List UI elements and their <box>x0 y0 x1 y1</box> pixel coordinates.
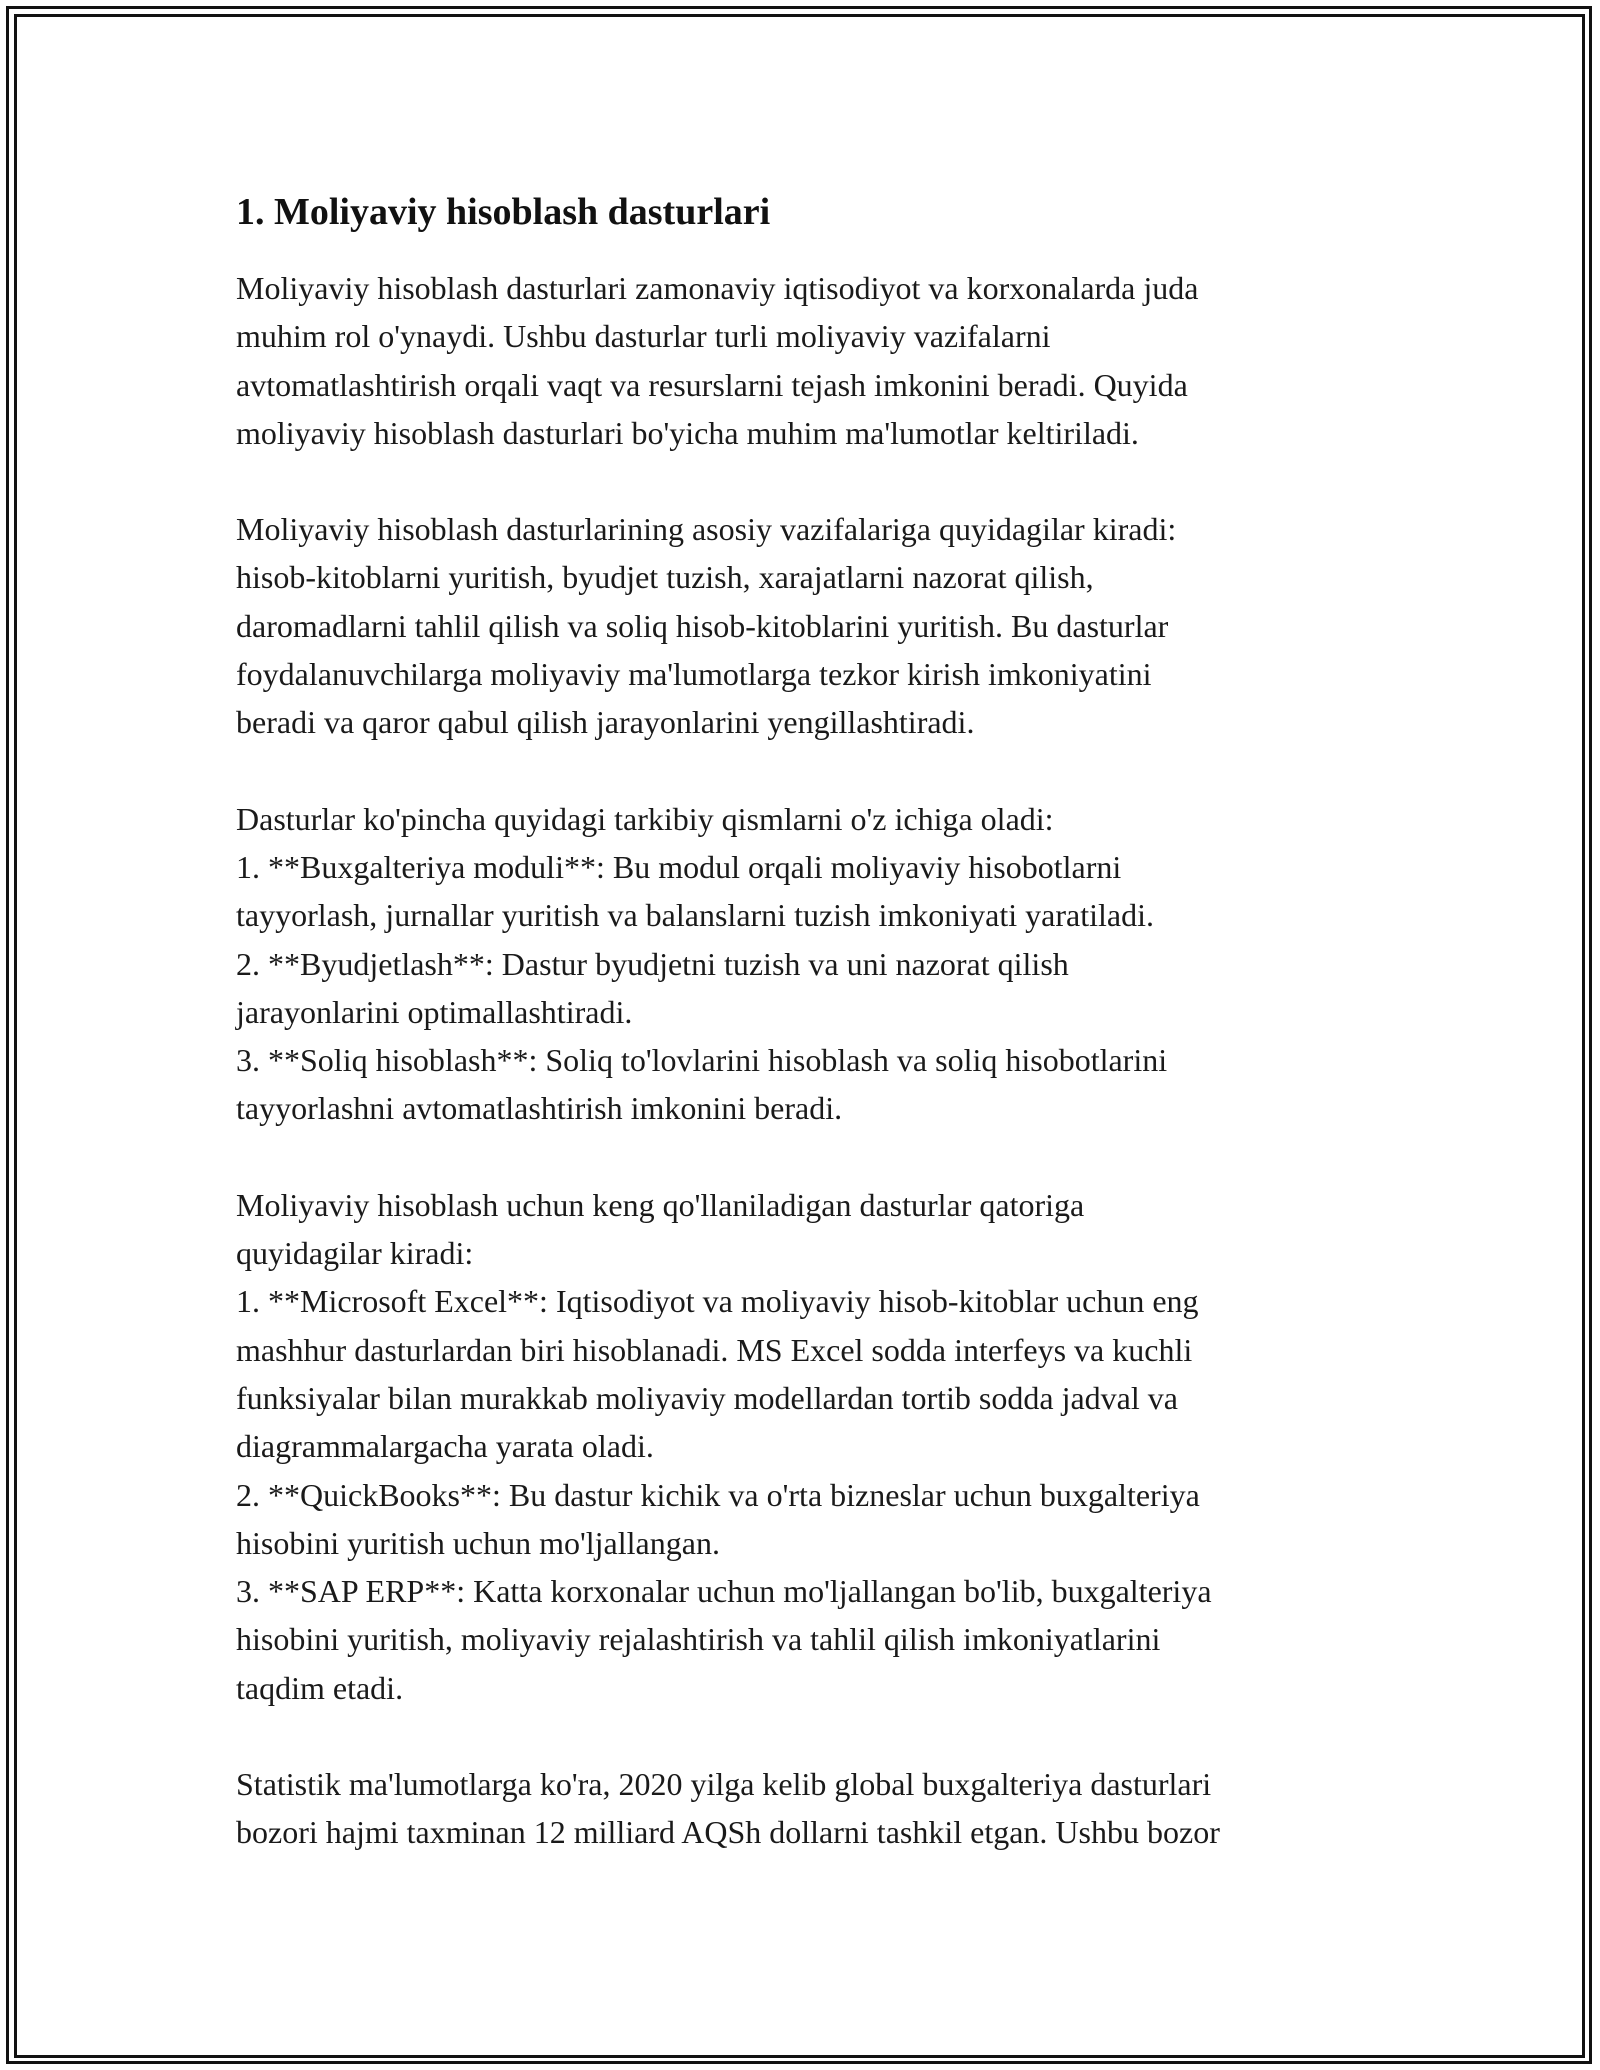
list-item-text: funksiyalar bilan murakkab moliyaviy modellardan tortib sodda jadval va <box>236 1379 1178 1416</box>
list-item-text: 1. **Buxgalteriya moduli**: Bu modul orqali moliyaviy hisobotlarni <box>236 848 1122 885</box>
paragraph-statistics <box>236 1760 1376 1857</box>
list-item-text: taqdim etadi. <box>236 1669 404 1706</box>
text-line: Moliyaviy hisoblash dasturlari zamonaviy iqtisodiyot va korxonalarda juda <box>236 270 1199 306</box>
list-item-text: hisobini yuritish uchun mo'ljallangan. <box>236 1524 720 1561</box>
text-line: avtomatlashtirish orqali vaqt va resurslarni tejash imkonini beradi. Quyida <box>236 366 1188 403</box>
text-line: Dasturlar ko'pincha quyidagi tarkibiy qismlarni o'z ichiga oladi: <box>236 800 1054 837</box>
list-item-text: 3. **Soliq hisoblash**: Soliq to'lovlarini hisoblash va soliq hisobotlarini <box>236 1042 1168 1079</box>
list-item-text: tayyorlash, jurnallar yuritish va balanslarni tuzish imkoniyati yaratiladi. <box>236 897 1154 934</box>
paragraph-intro <box>236 264 1376 457</box>
text-line: daromadlarni tahlil qilish va soliq hisob-kitoblarini yuritish. Bu dasturlar <box>236 607 1169 644</box>
paragraph-software-list <box>236 1181 1376 1712</box>
text-line: bozori hajmi taxminan 12 milliard AQSh dollarni tashkil etgan. Ushbu bozor <box>236 1814 1220 1851</box>
text-line: Moliyaviy hisoblash dasturlarining asosiy vazifalariga quyidagilar kiradi: <box>236 511 1177 548</box>
text-line: beradi va qaror qabul qilish jarayonlarini yengillashtiradi. <box>236 704 975 741</box>
list-item-text: hisobini yuritish, moliyaviy rejalashtirish va tahlil qilish imkoniyatlarini <box>236 1621 1161 1658</box>
document-body <box>236 188 1376 1905</box>
list-item-text: jarayonlarini optimallashtiradi. <box>236 993 633 1030</box>
list-item-text: 3. **SAP ERP**: Katta korxonalar uchun mo'ljallangan bo'lib, buxgalteriya <box>236 1573 1212 1610</box>
paragraph-functions <box>236 505 1376 746</box>
text-line: moliyaviy hisoblash dasturlari bo'yicha muhim ma'lumotlar keltiriladi. <box>236 414 1139 451</box>
text-line: quyidagilar kiradi: <box>236 1235 474 1272</box>
text-line: muhim rol o'ynaydi. Ushbu dasturlar turli moliyaviy vazifalarni <box>236 318 1051 355</box>
text-line: foydalanuvchilarga moliyaviy ma'lumotlarga tezkor kirish imkoniyatini <box>236 656 1152 693</box>
text-line: Statistik ma'lumotlarga ko'ra, 2020 yilga kelib global buxgalteriya dasturlari <box>236 1766 1212 1803</box>
list-item-text: 1. **Microsoft Excel**: Iqtisodiyot va moliyaviy hisob-kitoblar uchun eng <box>236 1283 1199 1320</box>
list-item-text: 2. **Byudjetlash**: Dastur byudjetni tuzish va uni nazorat qilish <box>236 945 1069 982</box>
list-item-text: diagrammalargacha yarata oladi. <box>236 1428 654 1465</box>
section-heading: 1. Moliyaviy hisoblash dasturlari <box>236 191 771 233</box>
paragraph-components <box>236 795 1376 1133</box>
text-line: Moliyaviy hisoblash uchun keng qo'llaniladigan dasturlar qatoriga <box>236 1186 1085 1223</box>
list-item-text: 2. **QuickBooks**: Bu dastur kichik va o'rta bizneslar uchun buxgalteriya <box>236 1476 1200 1513</box>
list-item-text: mashhur dasturlardan biri hisoblanadi. MS Excel sodda interfeys va kuchli <box>236 1331 1193 1368</box>
text-line: hisob-kitoblarni yuritish, byudjet tuzish, xarajatlarni nazorat qilish, <box>236 559 1094 596</box>
list-item-text: tayyorlashni avtomatlashtirish imkonini beradi. <box>236 1090 843 1127</box>
